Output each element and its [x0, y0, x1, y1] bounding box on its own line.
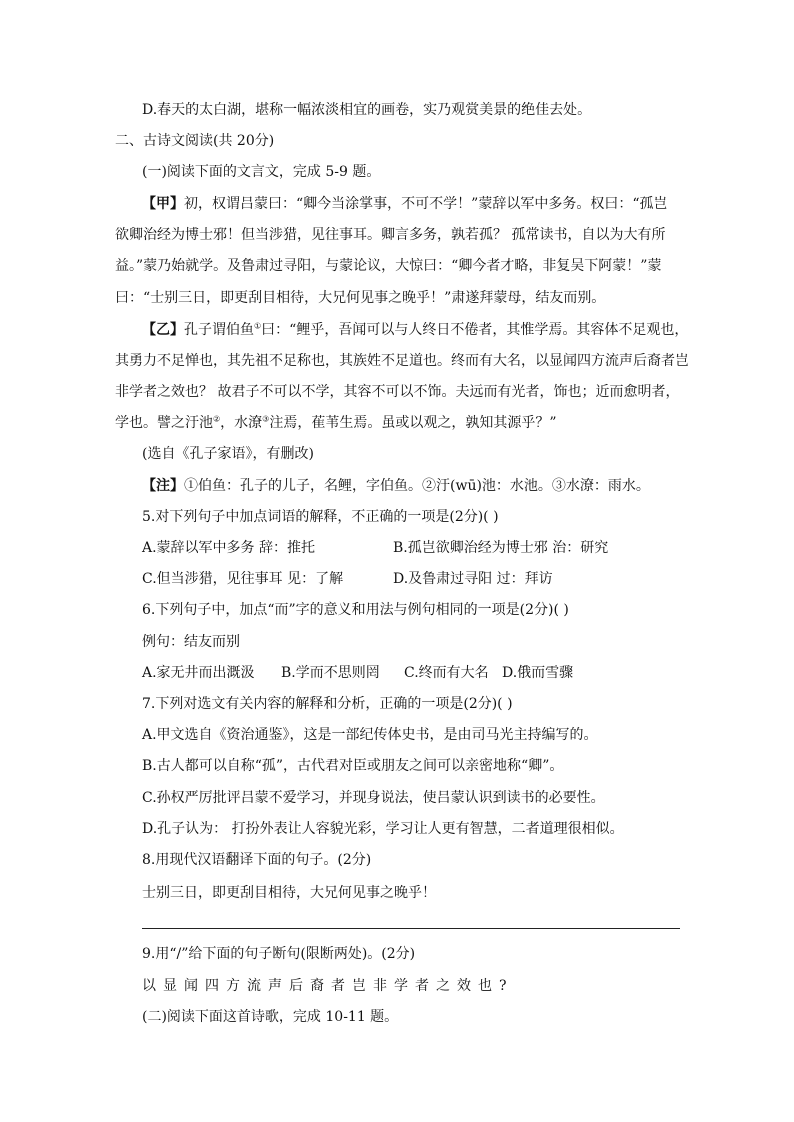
question-5: 5.对下列句子中加点词语的解释，不正确的一项是(2分)( ): [142, 509, 499, 525]
question-6: 6.下列句子中，加点“而”字的意义和用法与例句相同的一项是(2分)( ): [142, 602, 569, 618]
annotation-text: ①伯鱼：孔子的儿子，名鲤，字伯鱼。②汙(wū)池：水池。③水潦：雨水。: [184, 478, 650, 494]
passage-yi-line-2: 其勇力不足惮也，其先祖不足称也，其族姓不足道也。终而有大名，以显闻四方流声后裔者岂: [115, 353, 689, 369]
footnote-mark-1: ①: [254, 321, 262, 331]
question-5-option-d: D.及鲁肃过寻阳 过：拜访: [393, 571, 553, 587]
question-6-option-d: D.俄而雪骤: [502, 665, 574, 681]
passage-jia-line-3: 益。”蒙乃始就学。及鲁肃过寻阳，与蒙论议，大惊曰：“卿今者才略，非复吴下阿蒙！”蒙: [115, 258, 662, 274]
passage-yi-line-1: [142, 320, 688, 340]
question-5-option-a: A.蒙辞以军中多务 辞：推托: [142, 540, 316, 556]
question-9-sentence: 以显闻四方流声后裔者岂非学者之效也?: [142, 978, 514, 994]
passage-yi-line-4: [115, 413, 557, 433]
passage-yi-line-3: 非学者之效也？ 故君子不可以不学，其容不可以不饰。夫远而有光者，饰也；近而愈明者，: [115, 384, 680, 400]
annotation-line: [142, 476, 650, 496]
passage-source: (选自《孔子家语》，有删改): [142, 446, 314, 462]
passage-yi-text-1b: 曰：“鲤乎，吾闻可以与人终日不倦者，其惟学焉。其容体不足观也，: [261, 322, 689, 338]
passage-jia-line-4: 曰：“士别三日，即更刮目相待，大兄何见事之晚乎！”肃遂拜蒙母，结友而别。: [115, 290, 606, 306]
passage-jia-text-1: 初，权谓吕蒙曰：“卿今当涂掌事，不可不学！”蒙辞以军中多务。权曰：“孤岂: [184, 196, 668, 212]
subsection-1-heading: (一)阅读下面的文言文，完成 5-9 题。: [142, 164, 381, 180]
passage-yi-tag: 【乙】: [142, 322, 184, 338]
question-8-sentence: 士别三日，即更刮目相待，大兄何见事之晚乎！: [142, 885, 436, 901]
question-6-option-b: B.学而不思则罔: [281, 665, 380, 681]
subsection-2-heading: (二)阅读下面这首诗歌，完成 10-11 题。: [142, 1009, 399, 1025]
passage-yi-text-4c: 注焉，萑苇生焉。虽或以观之，孰知其源乎？”: [269, 415, 557, 431]
question-7-option-c: C.孙权严厉批评吕蒙不爱学习，并现身说法，使吕蒙认识到读书的必要性。: [142, 790, 605, 806]
question-6-example: 例句：结友而别: [142, 634, 240, 650]
question-8: 8.用现代汉语翻译下面的句子。(2分): [142, 852, 372, 868]
option-d-prev: D.春天的太白湖，堪称一幅浓淡相宜的画卷，实乃观赏美景的绝佳去处。: [142, 102, 592, 118]
question-7: 7.下列对选文有关内容的解释和分析，正确的一项是(2分)( ): [142, 696, 513, 712]
question-5-option-b: B.孤岂欲卿治经为博士邪 治：研究: [393, 540, 609, 556]
footnote-mark-3: ③: [262, 414, 270, 424]
question-7-option-d: D.孔子认为： 打扮外表让人容貌光彩，学习让人更有智慧，二者道理很相似。: [142, 821, 624, 837]
question-5-option-c: C.但当涉猎，见往事耳 见：了解: [142, 571, 344, 587]
passage-jia-line-1: [142, 194, 667, 214]
answer-line[interactable]: [142, 928, 680, 929]
section-heading: 二、古诗文阅读(共 20分): [115, 133, 275, 149]
question-7-option-a: A.甲文选自《资治通鉴》，这是一部纪传体史书，是由司马光主持编写的。: [142, 727, 598, 743]
question-6-option-a: A.家无井而出溉汲: [142, 665, 255, 681]
passage-jia-line-2: 欲卿治经为博士邪！但当涉猎，见往事耳。卿言多务，孰若孤？ 孤常读书，自以为大有所: [115, 227, 666, 243]
passage-jia-tag: 【甲】: [142, 196, 184, 212]
passage-yi-text-4b: ，水潦: [220, 415, 263, 431]
question-9: 9.用“/”给下面的句子断句(限断两处)。(2分): [142, 946, 416, 962]
question-6-option-c: C.终而有大名: [404, 665, 489, 681]
footnote-mark-2: ②: [213, 414, 221, 424]
passage-yi-text-1a: 孔子谓伯鱼: [184, 322, 254, 338]
annotation-tag: 【注】: [142, 478, 184, 494]
question-7-option-b: B.古人都可以自称“孤”，古代君对臣或朋友之间可以亲密地称“卿”。: [142, 758, 564, 774]
passage-yi-text-4a: 学也。譬之汙池: [115, 415, 213, 431]
